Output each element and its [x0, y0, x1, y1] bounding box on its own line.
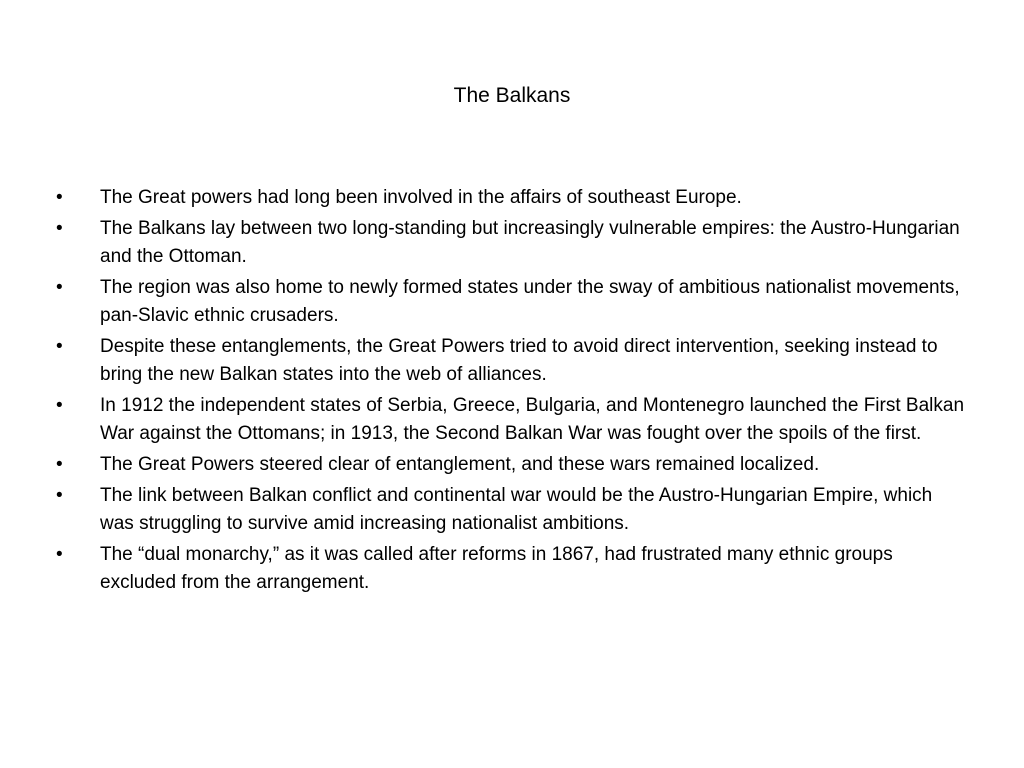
bullet-item [56, 333, 971, 389]
bullet-text: In 1912 the independent states of Serbia, Greece, Bulgaria, and Montenegro launched the First Balkan War against the Ottomans; in 1913, the Second Balkan War was fought over the spoils of the first. [100, 395, 965, 444]
bullet-text: The Great Powers steered clear of entanglement, and these wars remained localized. [100, 454, 820, 475]
bullet-marker: • [56, 485, 63, 506]
bullet-text: The link between Balkan conflict and continental war would be the Austro-Hungarian Empire, which was struggling to survive amid increasing nationalist ambitions. [100, 485, 933, 534]
bullet-item [56, 482, 971, 538]
bullet-item [56, 392, 971, 448]
bullet-item [56, 215, 971, 271]
bullet-marker: • [56, 277, 63, 298]
bullet-marker: • [56, 187, 63, 208]
bullet-text: The Great powers had long been involved in the affairs of southeast Europe. [100, 187, 742, 208]
bullet-item [56, 541, 971, 597]
bullet-marker: • [56, 454, 63, 475]
bullet-text: Despite these entanglements, the Great Powers tried to avoid direct intervention, seeking instead to bring the new Balkan states into the web of alliances. [100, 336, 938, 385]
bullet-text: The Balkans lay between two long-standing but increasingly vulnerable empires: the Austro-Hungarian and the Ottoman. [100, 218, 960, 267]
bullet-item [56, 451, 971, 479]
bullet-item [56, 274, 971, 330]
bullet-marker: • [56, 336, 63, 357]
bullet-item [56, 184, 971, 212]
bullet-list [56, 184, 971, 600]
bullet-text: The “dual monarchy,” as it was called after reforms in 1867, had frustrated many ethnic groups excluded from the arrangement. [100, 544, 893, 593]
slide-title: The Balkans [453, 84, 571, 107]
bullet-text: The region was also home to newly formed states under the sway of ambitious nationalist movements, pan-Slavic ethnic crusaders. [100, 277, 960, 326]
bullet-marker: • [56, 218, 63, 239]
bullet-marker: • [56, 395, 63, 416]
bullet-marker: • [56, 544, 63, 565]
